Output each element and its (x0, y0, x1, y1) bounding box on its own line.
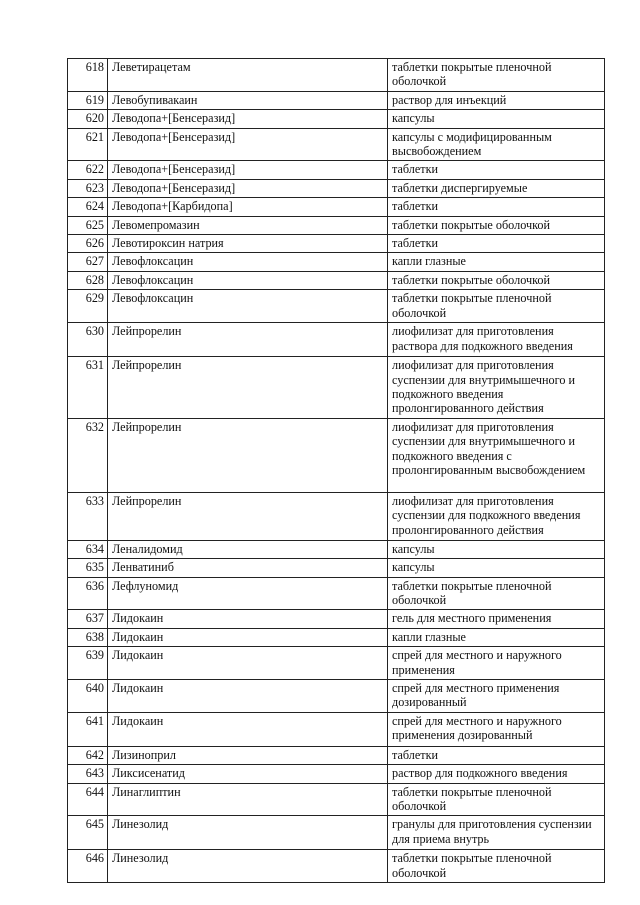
dosage-form: капсулы с модифицированным высвобождением (388, 128, 605, 161)
table-row (68, 357, 605, 419)
table-row (68, 128, 605, 161)
row-number: 629 (68, 290, 108, 323)
table-row (68, 323, 605, 357)
drug-name: Лидокаин (108, 610, 388, 628)
row-number: 637 (68, 610, 108, 628)
drug-name: Леналидомид (108, 540, 388, 558)
dosage-form: таблетки покрытые пленочной оболочкой (388, 290, 605, 323)
table-row (68, 628, 605, 646)
drug-name: Лидокаин (108, 647, 388, 680)
dosage-form: таблетки (388, 746, 605, 764)
drug-name: Лизиноприл (108, 746, 388, 764)
row-number: 643 (68, 765, 108, 783)
drug-table (67, 58, 605, 883)
dosage-form: гель для местного применения (388, 610, 605, 628)
drug-name: Леводопа+[Бенсеразид] (108, 179, 388, 197)
drug-name: Левобупивакаин (108, 91, 388, 109)
table-row (68, 492, 605, 540)
drug-name: Леводопа+[Бенсеразид] (108, 161, 388, 179)
dosage-form: лиофилизат для приготовления суспензии для подкожного введения пролонгированного действия (388, 492, 605, 540)
table-row (68, 540, 605, 558)
dosage-form: таблетки покрытые пленочной оболочкой (388, 850, 605, 883)
row-number: 626 (68, 235, 108, 253)
row-number: 631 (68, 357, 108, 419)
drug-table-body (68, 59, 605, 883)
dosage-form: лиофилизат для приготовления раствора для подкожного введения (388, 323, 605, 357)
dosage-form: лиофилизат для приготовления суспензии для внутримышечного и подкожного введения с пролонгированным высвобождением (388, 418, 605, 492)
row-number: 641 (68, 712, 108, 746)
table-row (68, 783, 605, 816)
table-row (68, 198, 605, 216)
table-row (68, 647, 605, 680)
row-number: 642 (68, 746, 108, 764)
drug-name: Ликсисенатид (108, 765, 388, 783)
drug-name: Левотироксин натрия (108, 235, 388, 253)
drug-name: Лидокаин (108, 679, 388, 712)
dosage-form: раствор для инъекций (388, 91, 605, 109)
row-number: 622 (68, 161, 108, 179)
dosage-form: спрей для местного и наружного применения (388, 647, 605, 680)
drug-name: Леветирацетам (108, 59, 388, 92)
table-row (68, 110, 605, 128)
row-number: 633 (68, 492, 108, 540)
row-number: 627 (68, 253, 108, 271)
drug-name: Линаглиптин (108, 783, 388, 816)
table-row (68, 418, 605, 492)
table-row (68, 610, 605, 628)
dosage-form: таблетки покрытые пленочной оболочкой (388, 783, 605, 816)
row-number: 644 (68, 783, 108, 816)
table-row (68, 161, 605, 179)
row-number: 620 (68, 110, 108, 128)
drug-name: Линезолид (108, 816, 388, 850)
drug-name: Лейпрорелин (108, 492, 388, 540)
table-row (68, 179, 605, 197)
drug-name: Левомепромазин (108, 216, 388, 234)
dosage-form: раствор для подкожного введения (388, 765, 605, 783)
table-row (68, 91, 605, 109)
drug-name: Лефлуномид (108, 577, 388, 610)
row-number: 628 (68, 271, 108, 289)
dosage-form: таблетки (388, 235, 605, 253)
row-number: 640 (68, 679, 108, 712)
drug-name: Левофлоксацин (108, 271, 388, 289)
dosage-form: таблетки (388, 161, 605, 179)
dosage-form: таблетки покрытые оболочкой (388, 216, 605, 234)
table-row (68, 271, 605, 289)
row-number: 625 (68, 216, 108, 234)
drug-name: Лейпрорелин (108, 323, 388, 357)
dosage-form: таблетки покрытые пленочной оболочкой (388, 577, 605, 610)
row-number: 634 (68, 540, 108, 558)
drug-name: Левофлоксацин (108, 290, 388, 323)
drug-name: Левофлоксацин (108, 253, 388, 271)
table-row (68, 765, 605, 783)
dosage-form: таблетки (388, 198, 605, 216)
dosage-form: спрей для местного и наружного применения дозированный (388, 712, 605, 746)
row-number: 636 (68, 577, 108, 610)
row-number: 630 (68, 323, 108, 357)
dosage-form: таблетки диспергируемые (388, 179, 605, 197)
table-row (68, 290, 605, 323)
row-number: 646 (68, 850, 108, 883)
dosage-form: гранулы для приготовления суспензии для приема внутрь (388, 816, 605, 850)
drug-name: Лидокаин (108, 628, 388, 646)
dosage-form: спрей для местного применения дозированный (388, 679, 605, 712)
dosage-form: капсулы (388, 540, 605, 558)
table-row (68, 850, 605, 883)
table-row (68, 216, 605, 234)
drug-name: Лейпрорелин (108, 357, 388, 419)
row-number: 632 (68, 418, 108, 492)
table-row (68, 577, 605, 610)
table-row (68, 712, 605, 746)
drug-name: Лейпрорелин (108, 418, 388, 492)
document-page (67, 58, 604, 883)
dosage-form: капсулы (388, 559, 605, 577)
row-number: 623 (68, 179, 108, 197)
table-row (68, 253, 605, 271)
table-row (68, 59, 605, 92)
row-number: 624 (68, 198, 108, 216)
dosage-form: капли глазные (388, 628, 605, 646)
dosage-form: лиофилизат для приготовления суспензии для внутримышечного и подкожного введения пролонгированного действия (388, 357, 605, 419)
table-row (68, 746, 605, 764)
dosage-form: таблетки покрытые пленочной оболочкой (388, 59, 605, 92)
drug-name: Леводопа+[Бенсеразид] (108, 110, 388, 128)
row-number: 618 (68, 59, 108, 92)
table-row (68, 559, 605, 577)
row-number: 635 (68, 559, 108, 577)
row-number: 621 (68, 128, 108, 161)
table-row (68, 679, 605, 712)
table-row (68, 235, 605, 253)
row-number: 639 (68, 647, 108, 680)
drug-name: Леводопа+[Бенсеразид] (108, 128, 388, 161)
dosage-form: капсулы (388, 110, 605, 128)
drug-name: Линезолид (108, 850, 388, 883)
drug-name: Леводопа+[Карбидопа] (108, 198, 388, 216)
row-number: 619 (68, 91, 108, 109)
dosage-form: таблетки покрытые оболочкой (388, 271, 605, 289)
table-row (68, 816, 605, 850)
drug-name: Ленватиниб (108, 559, 388, 577)
dosage-form: капли глазные (388, 253, 605, 271)
drug-name: Лидокаин (108, 712, 388, 746)
row-number: 638 (68, 628, 108, 646)
row-number: 645 (68, 816, 108, 850)
